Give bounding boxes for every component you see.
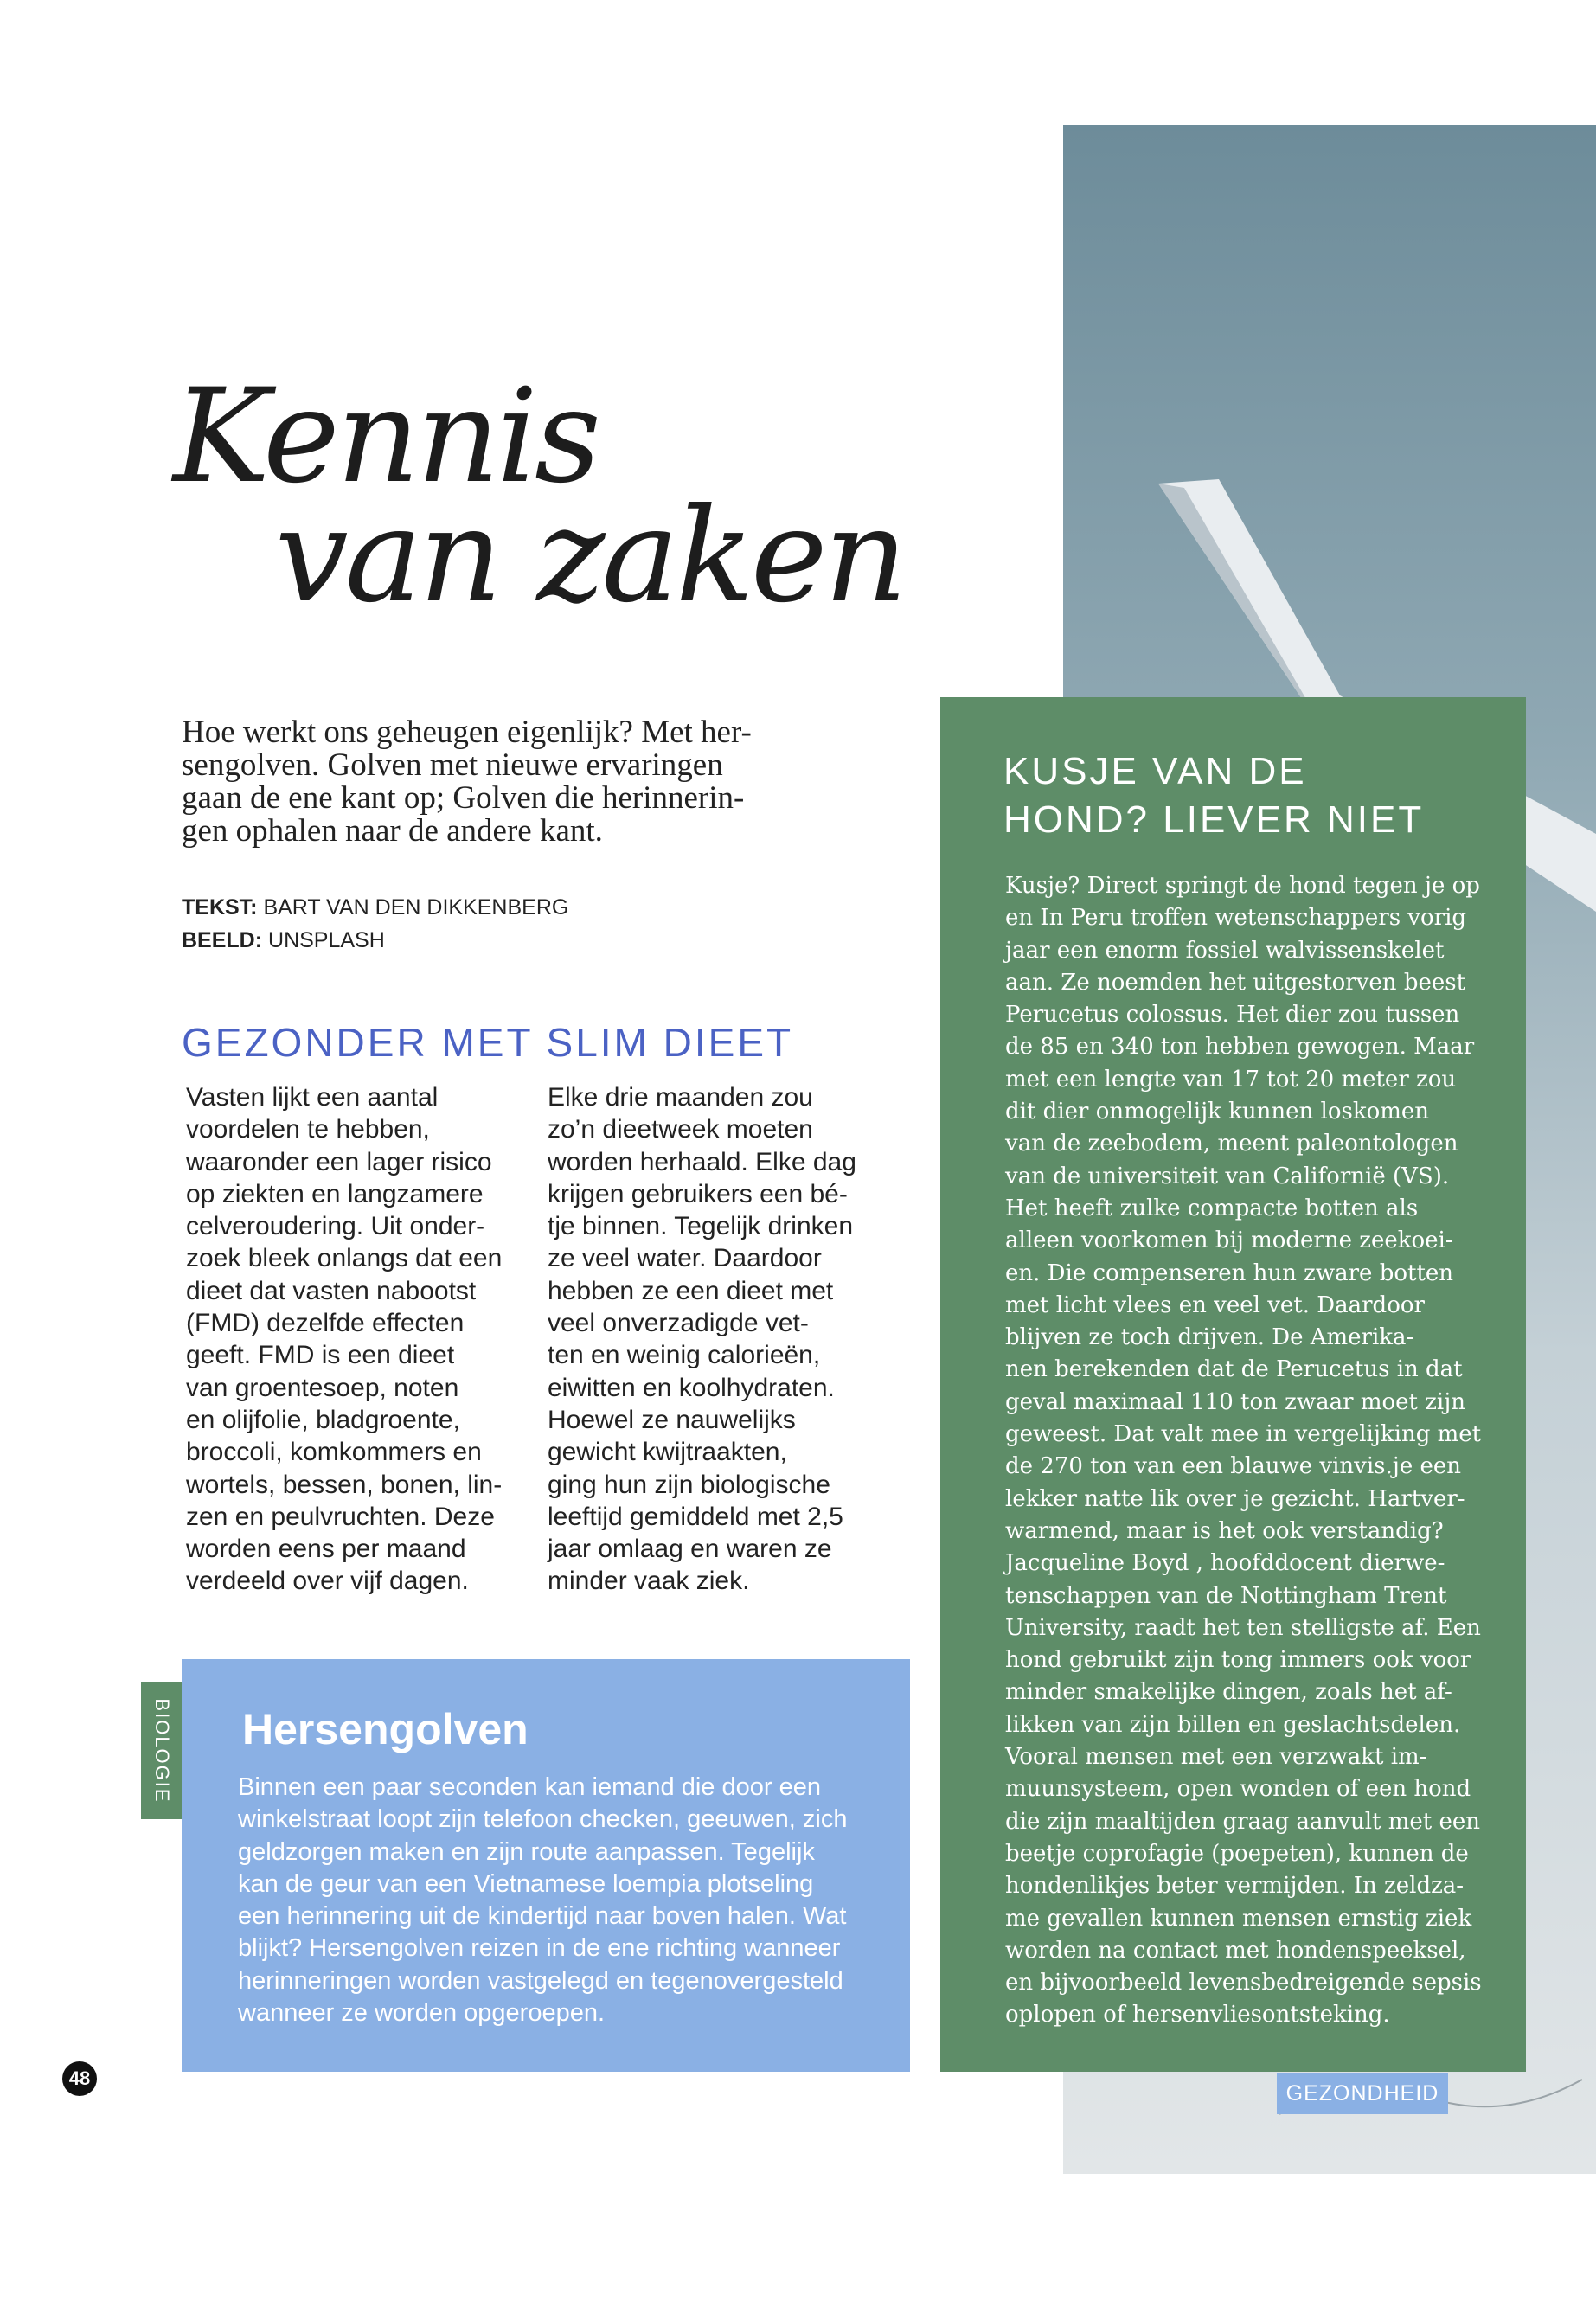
text-line: eiwitten en koolhydraten. <box>548 1373 835 1402</box>
text-line: en bijvoorbeeld levensbedreigende sepsis <box>1005 1970 1482 1997</box>
text-line: celveroudering. Uit onder- <box>186 1212 485 1241</box>
text-line: van groentesoep, noten <box>186 1373 459 1402</box>
text-line: worden na contact met hondenspeeksel, <box>1005 1937 1466 1964</box>
body-column-2 <box>548 1081 856 1598</box>
text-line: voordelen te hebben, <box>186 1115 430 1144</box>
credit-text-label: TEKST: <box>182 895 258 920</box>
text-line: krijgen gebruikers een bé- <box>548 1179 848 1208</box>
text-line: Binnen een paar seconden kan iemand die door een <box>238 1773 821 1801</box>
text-line: sengolven. Golven met nieuwe ervaringen <box>182 747 723 783</box>
text-line: warmend, maar is het ook verstandig? <box>1005 1517 1444 1544</box>
text-line: en. Die compenseren hun zware botten <box>1005 1259 1454 1286</box>
text-line: die zijn maaltijden graag aanvult met een <box>1005 1808 1480 1835</box>
text-line: op ziekten en langzamere <box>186 1179 484 1208</box>
category-tag-gezondheid: GEZONDHEID <box>1277 2073 1448 2114</box>
text-line: zen en peulvruchten. Deze <box>186 1502 495 1531</box>
text-line: worden eens per maand <box>186 1535 466 1564</box>
text-line: van de universiteit van Californië (VS). <box>1005 1163 1450 1189</box>
text-line: nen berekenden dat de Perucetus in dat <box>1005 1356 1463 1383</box>
text-line: van de zeebodem, meent paleontologen <box>1005 1131 1458 1157</box>
hersengolven-box <box>182 1659 910 2072</box>
text-line: ze veel water. Daardoor <box>548 1244 822 1273</box>
sidebar-article-box <box>940 697 1526 2072</box>
body-column-1 <box>186 1081 502 1598</box>
text-line: zo’n dieetweek moeten <box>548 1115 813 1144</box>
text-line: gewicht kwijtraakten, <box>548 1438 787 1467</box>
text-line: de 85 en 340 ton hebben gewogen. Maar <box>1005 1034 1475 1061</box>
title-line-2: van zaken <box>275 481 905 631</box>
text-line: Jacqueline Boyd , hoofddocent dierwe- <box>1005 1550 1445 1577</box>
text-line: veel onverzadigde vet- <box>548 1309 809 1338</box>
text-line: gen ophalen naar de andere kant. <box>182 813 603 849</box>
text-line: kan de geur van een Vietnamese loempia plotseling <box>238 1869 814 1898</box>
sidebar-article-body <box>1005 870 1482 2032</box>
text-line: lekker natte lik over je gezicht. Hartver- <box>1005 1485 1465 1512</box>
text-line: Elke drie maanden zou <box>548 1083 813 1112</box>
text-line: met licht vlees en veel vet. Daardoor <box>1005 1292 1425 1318</box>
text-line: Vasten lijkt een aantal <box>186 1083 439 1112</box>
box-title: Hersengolven <box>242 1705 529 1753</box>
text-line: tje binnen. Tegelijk drinken <box>548 1212 854 1241</box>
text-line: en olijfolie, bladgroente, <box>186 1405 460 1434</box>
text-line: Kusje? Direct springt de hond tegen je op <box>1005 873 1480 899</box>
text-line: oplopen of hersenvliesontsteking. <box>1005 2002 1390 2029</box>
text-line: University, raadt het ten stelligste af. Een <box>1005 1614 1481 1641</box>
text-line: geeft. FMD is een dieet <box>186 1341 455 1370</box>
text-line: geweest. Dat valt mee in vergelijking met <box>1005 1421 1482 1448</box>
text-line: de 270 ton van een blauwe vinvis.je een <box>1005 1453 1461 1480</box>
text-line: gaan de ene kant op; Golven die herinnerin- <box>182 780 745 816</box>
text-line: Hoe werkt ons geheugen eigenlijk? Met her- <box>182 715 752 750</box>
category-tab-biologie <box>141 1682 182 1819</box>
page-number: 48 <box>62 2061 97 2096</box>
text-line: jaar omlaag en waren ze <box>548 1535 832 1564</box>
text-line: een herinnering uit de kindertijd naar boven halen. Wat <box>238 1902 847 1931</box>
text-line: ging hun zijn biologische <box>548 1470 830 1499</box>
text-line: waaronder een lager risico <box>186 1147 492 1176</box>
text-line: leeftijd gemiddeld met 2,5 <box>548 1502 843 1531</box>
text-line: ten en weinig calorieën, <box>548 1341 821 1370</box>
text-line: verdeeld over vijf dagen. <box>186 1567 469 1596</box>
intro-paragraph <box>182 716 839 848</box>
sidebar-article-title <box>1003 747 1424 844</box>
box-body <box>238 1772 847 2029</box>
text-line: geldzorgen maken en zijn route aanpassen. Tegelijk <box>238 1837 815 1866</box>
text-line: worden herhaald. Elke dag <box>548 1147 856 1176</box>
text-line: muunsysteem, open wonden of een hond <box>1005 1776 1471 1803</box>
text-line: wortels, bessen, bonen, lin- <box>186 1470 503 1499</box>
text-line: Het heeft zulke compacte botten als <box>1005 1195 1419 1221</box>
text-line: minder smakelijke dingen, zoals het af- <box>1005 1679 1452 1706</box>
text-line: blijven ze toch drijven. De Amerika- <box>1005 1324 1414 1351</box>
text-line: hond gebruikt zijn tong immers ook voor <box>1005 1647 1471 1674</box>
section-heading: GEZONDER MET SLIM DIEET <box>182 1020 794 1065</box>
text-line: KUSJE VAN DE <box>1003 750 1307 792</box>
text-line: met een lengte van 17 tot 20 meter zou <box>1005 1066 1457 1093</box>
text-line: winkelstraat loopt zijn telefoon checken, geeuwen, zich <box>238 1805 848 1834</box>
text-line: blijkt? Hersengolven reizen in de ene richting wanneer <box>238 1934 841 1963</box>
text-line: zoek bleek onlangs dat een <box>186 1244 503 1273</box>
text-line: hebben ze een dieet met <box>548 1276 834 1305</box>
text-line: hondenlikjes beter vermijden. In zeldza- <box>1005 1873 1465 1900</box>
text-line: dieet dat vasten nabootst <box>186 1276 477 1305</box>
text-line: wanneer ze worden opgeroepen. <box>238 1999 606 2028</box>
text-line: likken van zijn billen en geslachtsdelen. <box>1005 1711 1461 1738</box>
text-line: dit dier onmogelijk kunnen loskomen <box>1005 1099 1430 1125</box>
text-line: alleen voorkomen bij moderne zeekoei- <box>1005 1227 1453 1254</box>
credit-text-value: BART VAN DEN DIKKENBERG <box>257 895 569 920</box>
text-line: herinneringen worden vastgelegd en tegenovergesteld <box>238 1966 843 1995</box>
text-line: Vooral mensen met een verzwakt im- <box>1005 1744 1427 1771</box>
credits <box>182 891 568 957</box>
text-line: beetje coprofagie (poepeten), kunnen de <box>1005 1840 1469 1867</box>
text-line: en In Peru troffen wetenschappers vorig <box>1005 905 1467 932</box>
credit-image-value: UNSPLASH <box>262 928 385 952</box>
credit-image-label: BEELD: <box>182 928 263 952</box>
text-line: me gevallen kunnen mensen ernstig ziek <box>1005 1905 1472 1932</box>
text-line: minder vaak ziek. <box>548 1567 750 1596</box>
text-line: broccoli, komkommers en <box>186 1438 482 1467</box>
text-line: geval maximaal 110 ton zwaar moet zijn <box>1005 1388 1466 1415</box>
text-line: jaar een enorm fossiel walvissenskelet <box>1005 937 1445 964</box>
category-tab-label: BIOLOGIE <box>151 1698 173 1804</box>
text-line: tenschappen van de Nottingham Trent <box>1005 1582 1447 1609</box>
text-line: Hoewel ze nauwelijks <box>548 1405 796 1434</box>
text-line: (FMD) dezelfde effecten <box>186 1309 465 1338</box>
text-line: Perucetus colossus. Het dier zou tussen <box>1005 1002 1460 1029</box>
text-line: HOND? LIEVER NIET <box>1003 798 1425 841</box>
title-line-1: Kennis <box>173 362 598 512</box>
text-line: aan. Ze noemden het uitgestorven beest <box>1005 969 1466 996</box>
